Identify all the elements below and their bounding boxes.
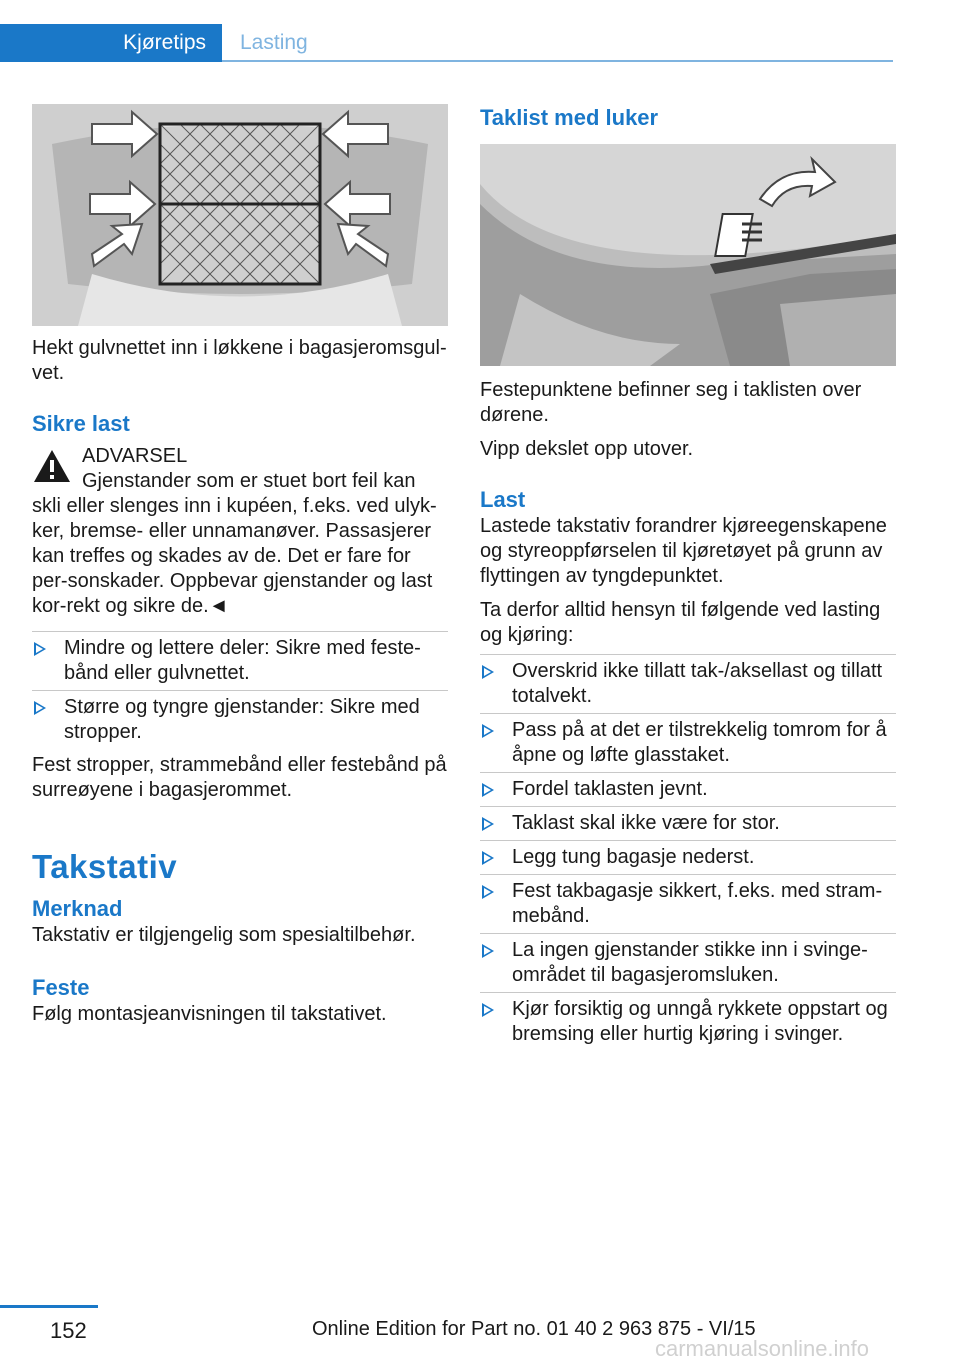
list-item: Fest takbagasje sikkert, f.eks. med stram-mebånd. [480,875,896,934]
bullet-triangle-icon [482,783,494,797]
right-bullet-list [480,654,896,1051]
points-text: Festepunktene befinner seg i taklisten over dørene. [480,379,862,426]
left-bullet-list [32,631,448,749]
bullet-triangle-icon [482,724,494,738]
note-text: Takstativ er tilgjengelig som spesialtilbehør. [32,924,416,946]
bullet-triangle-icon [482,851,494,865]
bullet-triangle-icon [482,885,494,899]
warning-title: ADVARSEL [82,445,188,467]
footer-divider [0,1305,98,1308]
load-text: Lastede takstativ forandrer kjøreegenskapene og styreoppførselen til kjøretøyet på grunn av flyttingen av tyngdepunktet. [480,515,887,587]
list-item: Overskrid ikke tillatt tak-/aksellast og tillatt totalvekt. [480,654,896,714]
flip-text: Vipp dekslet opp utover. [480,438,694,460]
bullet-triangle-icon [482,817,494,831]
note-heading: Merknad [32,896,123,921]
secure-load-heading: Sikre last [32,411,130,436]
warning-box [32,444,448,619]
watermark: carmanualsonline.info [655,1336,870,1361]
fasten-text: Fest stropper, strammebånd eller festebånd på surreøyene i bagasjerommet. [32,754,447,801]
list-item: Større og tyngre gjenstander: Sikre med stropper. [32,691,448,749]
page-number: 152 [50,1318,87,1343]
bullet-triangle-icon [34,642,46,656]
list-item: Pass på at det er tilstrekkelig tomrom for å åpne og løfte glasstaket. [480,714,896,773]
roof-rail-heading: Taklist med luker [480,105,659,130]
list-item: Taklast skal ikke være for stor. [480,807,896,841]
mount-text: Følg montasjeanvisningen til takstativet. [32,1003,387,1025]
tab-kjoretips[interactable]: Kjøretips [0,24,222,62]
bullet-triangle-icon [482,665,494,679]
bullet-triangle-icon [482,944,494,958]
tab-lasting[interactable]: Lasting [240,31,308,54]
list-item: Fordel taklasten jevnt. [480,773,896,807]
list-item: Mindre og lettere deler: Sikre med feste-bånd eller gulvnettet. [32,631,448,691]
warning-triangle-icon [32,448,72,484]
roof-rack-heading: Takstativ [32,848,178,885]
header-divider [222,60,893,62]
cargo-net-illustration [32,104,448,326]
consider-text: Ta derfor alltid hensyn til følgende ved lasting og kjøring: [480,599,881,646]
header-tabs [0,24,893,62]
list-item: Kjør forsiktig og unngå rykkete oppstart og bremsing eller hurtig kjøring i svinger. [480,993,896,1051]
bullet-triangle-icon [34,701,46,715]
bullet-triangle-icon [482,1003,494,1017]
warning-body: Gjenstander som er stuet bort feil kan skli eller slenges inn i kupéen, f.eks. ved ulyk-ker, bremse- eller unnamanøver. Passasjerer kan treffes og skades av de. Det er fare for per-sonskader. Oppbevar gjenstander og last kor-rekt og sikre de.◄ [32,470,437,617]
mount-heading: Feste [32,975,90,1000]
list-item: La ingen gjenstander stikke inn i svinge-området til bagasjeromsluken. [480,934,896,993]
right-column [480,104,896,1051]
roof-rail-cover-illustration [480,144,896,366]
left-column [32,104,448,1027]
list-item: Legg tung bagasje nederst. [480,841,896,875]
load-heading: Last [480,487,526,512]
figure-caption: Hekt gulvnettet inn i løkkene i bagasjeromsgul-vet. [32,337,447,384]
edition-text: Online Edition for Part no. 01 40 2 963 875 - VI/15 [312,1318,756,1340]
